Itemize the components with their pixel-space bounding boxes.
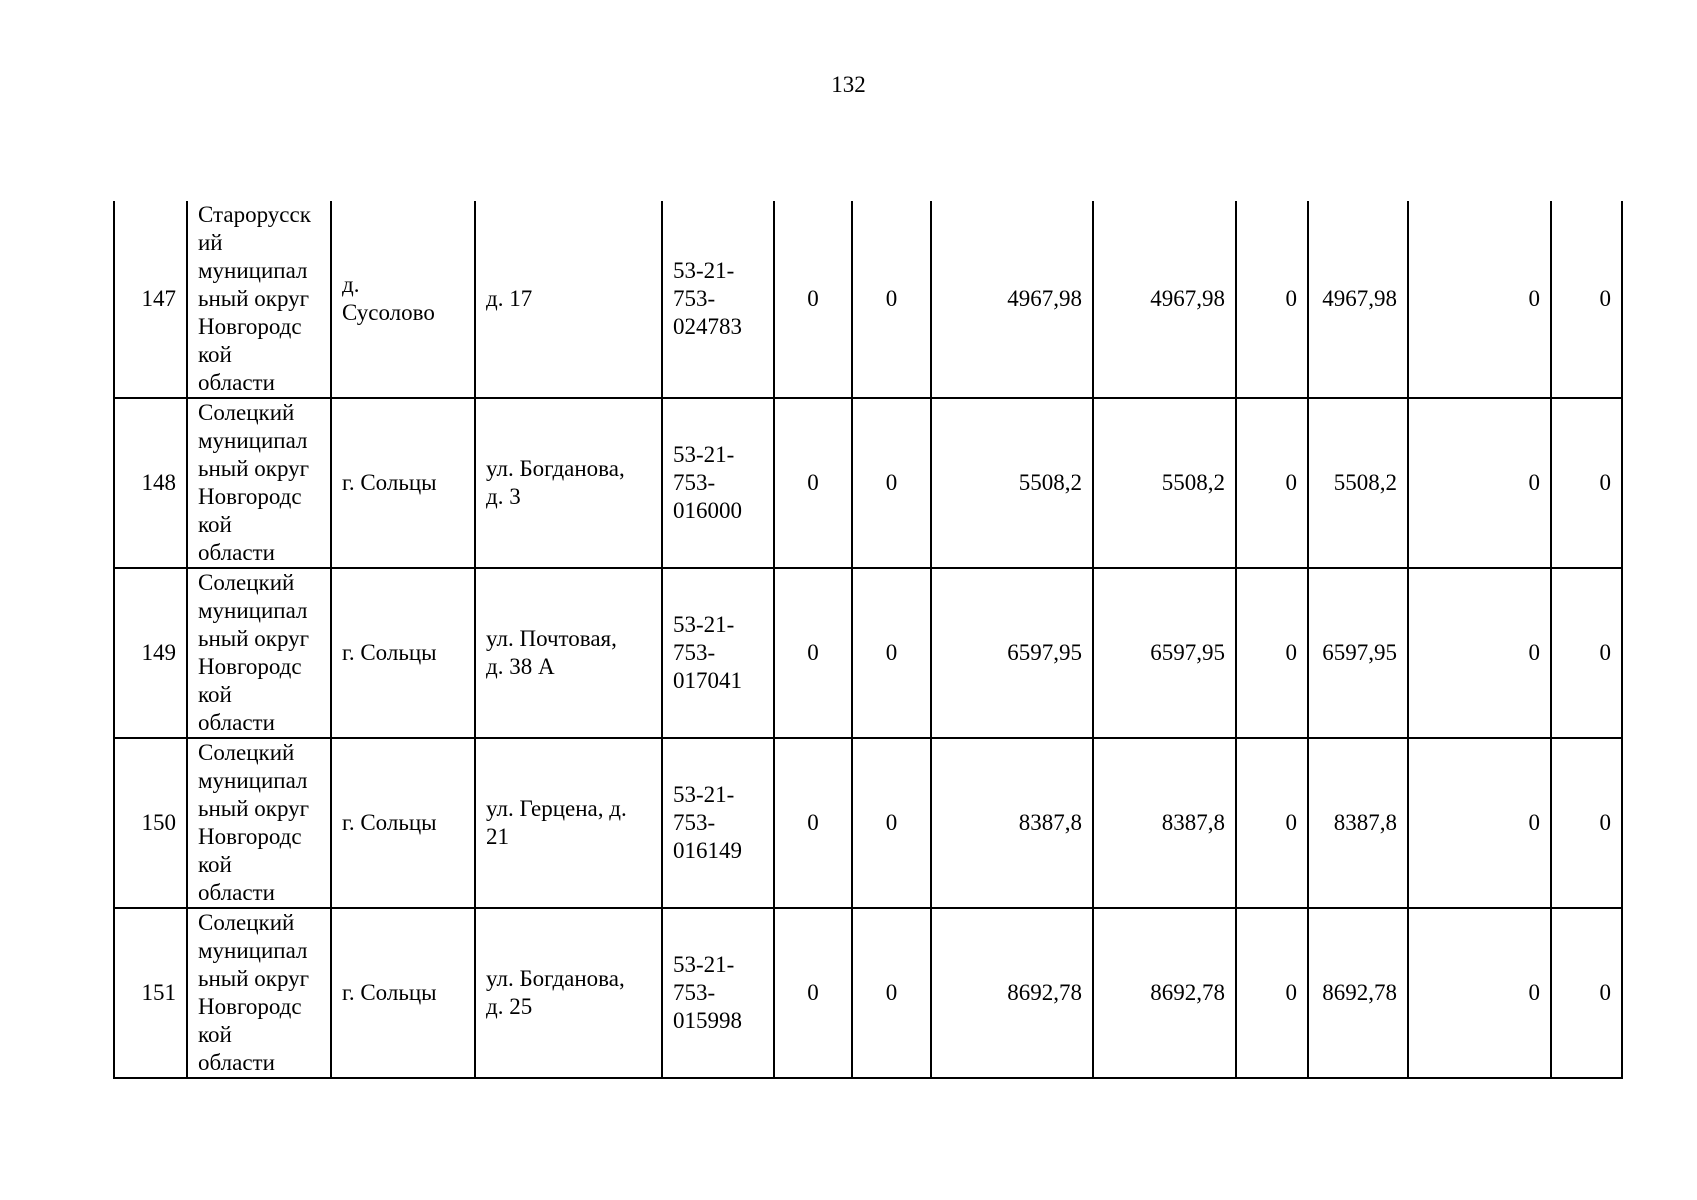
- value-cell-7: 0: [1408, 738, 1551, 908]
- district-line: области: [198, 710, 275, 735]
- district-line: Новгородс: [198, 314, 302, 339]
- object-code-line: 753-: [673, 640, 716, 665]
- district-line: Старорусск: [198, 202, 311, 227]
- object-code-line: 024783: [673, 314, 742, 339]
- registry-table-body: [114, 201, 1622, 1078]
- address-line: д. 25: [486, 994, 533, 1019]
- address-line: ул. Почтовая,: [486, 626, 617, 651]
- value-cell-2: 0: [852, 568, 931, 738]
- address-line: ул. Герцена, д.: [486, 796, 627, 821]
- object-code-line: 53-21-: [673, 258, 735, 283]
- object-code-line: 753-: [673, 980, 716, 1005]
- district-line: Солецкий: [198, 910, 295, 935]
- address-line: д. 3: [486, 484, 521, 509]
- district-line: кой: [198, 682, 232, 707]
- address-line: д. 17: [486, 286, 533, 311]
- district-line: муниципал: [198, 938, 308, 963]
- table-row: [114, 201, 1622, 398]
- value-cell-4: 4967,98: [1093, 201, 1236, 398]
- settlement-cell: [331, 908, 475, 1078]
- settlement-line: г. Сольцы: [342, 980, 437, 1005]
- value-cell-3: 8387,8: [931, 738, 1093, 908]
- value-cell-8: 0: [1551, 568, 1622, 738]
- object-code-cell: [662, 738, 774, 908]
- address-cell: [475, 738, 662, 908]
- value-cell-3: 6597,95: [931, 568, 1093, 738]
- district-line: области: [198, 880, 275, 905]
- value-cell-2: 0: [852, 908, 931, 1078]
- value-cell-5: 0: [1236, 738, 1308, 908]
- address-cell: [475, 201, 662, 398]
- object-code-cell: [662, 398, 774, 568]
- address-line: д. 38 А: [486, 654, 555, 679]
- object-code-cell: [662, 568, 774, 738]
- value-cell-5: 0: [1236, 398, 1308, 568]
- value-cell-7: 0: [1408, 201, 1551, 398]
- settlement-cell: [331, 738, 475, 908]
- address-cell: [475, 908, 662, 1078]
- district-line: ий: [198, 230, 223, 255]
- address-line: ул. Богданова,: [486, 456, 625, 481]
- district-line: Солецкий: [198, 740, 295, 765]
- value-cell-4: 5508,2: [1093, 398, 1236, 568]
- registry-table: [113, 201, 1623, 1079]
- table-row: [114, 738, 1622, 908]
- settlement-line: Сусолово: [342, 300, 435, 325]
- value-cell-1: 0: [774, 738, 852, 908]
- settlement-cell: [331, 201, 475, 398]
- settlement-cell: [331, 398, 475, 568]
- value-cell-2: 0: [852, 398, 931, 568]
- value-cell-6: 6597,95: [1308, 568, 1408, 738]
- district-line: ьный округ: [198, 966, 310, 991]
- district-line: муниципал: [198, 258, 308, 283]
- object-code-line: 53-21-: [673, 612, 735, 637]
- value-cell-5: 0: [1236, 201, 1308, 398]
- district-cell: [187, 568, 331, 738]
- value-cell-2: 0: [852, 201, 931, 398]
- address-cell: [475, 568, 662, 738]
- row-index-cell: 148: [114, 398, 187, 568]
- district-line: Новгородс: [198, 994, 302, 1019]
- value-cell-3: 4967,98: [931, 201, 1093, 398]
- district-line: Новгородс: [198, 654, 302, 679]
- object-code-line: 753-: [673, 470, 716, 495]
- object-code-line: 017041: [673, 668, 742, 693]
- value-cell-5: 0: [1236, 568, 1308, 738]
- district-line: Солецкий: [198, 400, 295, 425]
- object-code-cell: [662, 201, 774, 398]
- settlement-line: г. Сольцы: [342, 810, 437, 835]
- district-cell: [187, 201, 331, 398]
- value-cell-1: 0: [774, 568, 852, 738]
- district-line: муниципал: [198, 598, 308, 623]
- object-code-line: 53-21-: [673, 442, 735, 467]
- value-cell-3: 8692,78: [931, 908, 1093, 1078]
- district-line: Новгородс: [198, 824, 302, 849]
- row-index-cell: 149: [114, 568, 187, 738]
- value-cell-6: 4967,98: [1308, 201, 1408, 398]
- value-cell-8: 0: [1551, 738, 1622, 908]
- district-line: Солецкий: [198, 570, 295, 595]
- page-number: 132: [831, 72, 866, 97]
- row-index-cell: 147: [114, 201, 187, 398]
- table-row: [114, 398, 1622, 568]
- district-line: Новгородс: [198, 484, 302, 509]
- value-cell-6: 8692,78: [1308, 908, 1408, 1078]
- object-code-line: 015998: [673, 1008, 742, 1033]
- object-code-line: 53-21-: [673, 782, 735, 807]
- value-cell-1: 0: [774, 201, 852, 398]
- district-line: области: [198, 1050, 275, 1075]
- district-cell: [187, 908, 331, 1078]
- value-cell-8: 0: [1551, 201, 1622, 398]
- address-cell: [475, 398, 662, 568]
- row-index-cell: 151: [114, 908, 187, 1078]
- district-line: кой: [198, 852, 232, 877]
- value-cell-2: 0: [852, 738, 931, 908]
- object-code-line: 753-: [673, 810, 716, 835]
- object-code-cell: [662, 908, 774, 1078]
- value-cell-7: 0: [1408, 908, 1551, 1078]
- district-line: кой: [198, 512, 232, 537]
- value-cell-4: 8692,78: [1093, 908, 1236, 1078]
- district-line: ьный округ: [198, 286, 310, 311]
- value-cell-7: 0: [1408, 568, 1551, 738]
- object-code-line: 016149: [673, 838, 742, 863]
- settlement-line: г. Сольцы: [342, 470, 437, 495]
- district-line: кой: [198, 1022, 232, 1047]
- table-row: [114, 908, 1622, 1078]
- address-line: ул. Богданова,: [486, 966, 625, 991]
- object-code-line: 016000: [673, 498, 742, 523]
- object-code-line: 753-: [673, 286, 716, 311]
- district-cell: [187, 398, 331, 568]
- value-cell-6: 8387,8: [1308, 738, 1408, 908]
- district-line: области: [198, 540, 275, 565]
- value-cell-7: 0: [1408, 398, 1551, 568]
- value-cell-5: 0: [1236, 908, 1308, 1078]
- address-line: 21: [486, 824, 509, 849]
- value-cell-4: 8387,8: [1093, 738, 1236, 908]
- district-line: муниципал: [198, 428, 308, 453]
- value-cell-1: 0: [774, 908, 852, 1078]
- value-cell-3: 5508,2: [931, 398, 1093, 568]
- value-cell-8: 0: [1551, 398, 1622, 568]
- district-line: ьный округ: [198, 626, 310, 651]
- district-line: области: [198, 370, 275, 395]
- value-cell-1: 0: [774, 398, 852, 568]
- settlement-line: д.: [342, 272, 360, 297]
- district-cell: [187, 738, 331, 908]
- district-line: ьный округ: [198, 456, 310, 481]
- district-line: муниципал: [198, 768, 308, 793]
- value-cell-4: 6597,95: [1093, 568, 1236, 738]
- district-line: ьный округ: [198, 796, 310, 821]
- settlement-cell: [331, 568, 475, 738]
- district-line: кой: [198, 342, 232, 367]
- row-index-cell: 150: [114, 738, 187, 908]
- table-row: [114, 568, 1622, 738]
- settlement-line: г. Сольцы: [342, 640, 437, 665]
- object-code-line: 53-21-: [673, 952, 735, 977]
- value-cell-8: 0: [1551, 908, 1622, 1078]
- value-cell-6: 5508,2: [1308, 398, 1408, 568]
